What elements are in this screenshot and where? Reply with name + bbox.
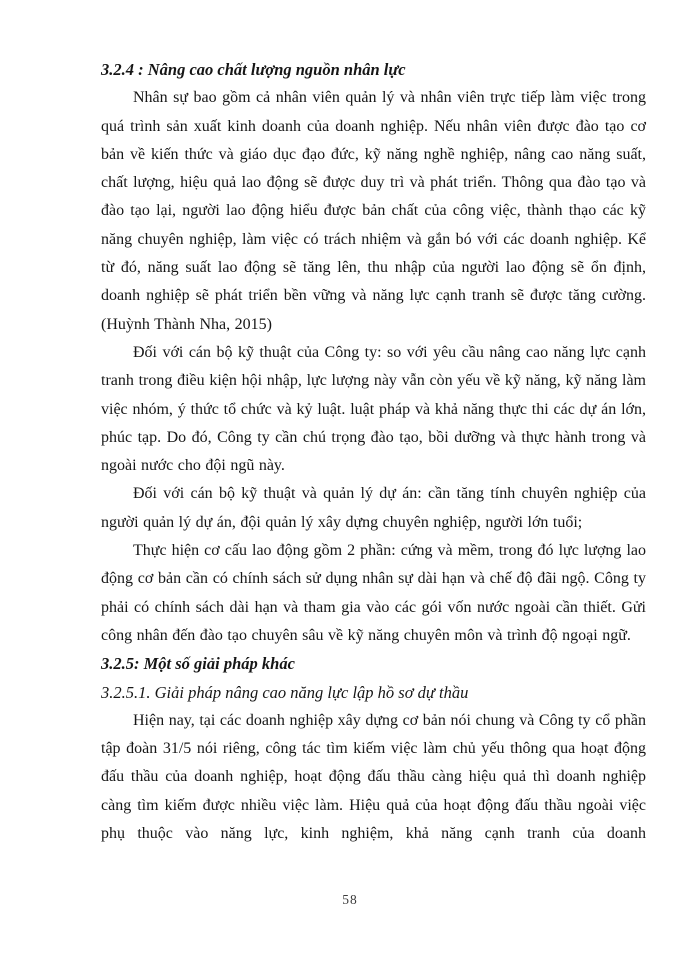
paragraph-project-managers: Đối với cán bộ kỹ thuật và quản lý dự án: cần tăng tính chuyên nghiệp của người quản lý dự án, đội quản lý xây dựng chuyên nghiệp, người lớn tuổi;	[101, 485, 646, 531]
paragraph-labor-structure: Thực hiện cơ cấu lao động gồm 2 phần: cứng và mềm, trong đó lực lượng lao động cơ bản cần có chính sách sử dụng nhân sự dài hạn và chế độ đãi ngộ. Công ty phải có chính sách dài hạn và tham gia vào các gói vốn nước ngoài cần thiết. Gửi công nhân đến đào tạo chuyên sâu về kỹ năng chuyên môn và trình độ ngoại ngữ.	[101, 542, 646, 644]
section-heading-3-2-4: 3.2.4 : Nâng cao chất lượng nguồn nhân lực	[101, 60, 406, 79]
section-heading-3-2-5: 3.2.5: Một số giải pháp khác	[101, 654, 295, 674]
subsection-heading-3-2-5-1: 3.2.5.1. Giải pháp nâng cao năng lực lập hồ sơ dự thầu	[101, 682, 469, 702]
paragraph-bidding-intro: Hiện nay, tại các doanh nghiệp xây dựng cơ bản nói chung và Công ty cổ phần tập đoàn 31/5 nói riêng, công tác tìm kiếm việc làm chủ yếu thông qua hoạt động đấu thầu của doanh nghiệp, hoạt động đấu thầu càng hiệu quả thì doanh nghiệp càng tìm kiếm được nhiều việc làm. Hiệu quả của hoạt động đấu thầu ngoài việc phụ thuộc vào năng lực, kinh nghiệm, khả năng cạnh tranh của doanh	[101, 711, 646, 843]
paragraph-technical-staff: Đối với cán bộ kỹ thuật của Công ty: so với yêu cầu nâng cao năng lực cạnh tranh trong điều kiện hội nhập, lực lượng này vẫn còn yếu về kỹ năng, kỹ năng làm việc nhóm, ý thức tổ chức và kỷ luật. luật pháp và khả năng thực thi các dự án lớn, phúc tạp. Do đó, Công ty cần chú trọng đào tạo, bồi dưỡng và thực hành trong và ngoài nước cho đội ngũ này.	[101, 343, 646, 475]
page-number: 58	[342, 892, 358, 907]
paragraph-human-resources: Nhân sự bao gồm cả nhân viên quản lý và nhân viên trực tiếp làm việc trong quá trình sản xuất kinh doanh của doanh nghiệp. Nếu nhân viên được đào tạo cơ bản về kiến thức và giáo dục đạo đức, kỹ năng nghề nghiệp, nâng cao năng suất, chất lượng, hiệu quả lao động sẽ được duy trì và phát triển. Thông qua đào tạo và đào tạo lại, người lao động hiểu được bản chất của công việc, thành thạo các kỹ năng chuyên nghiệp, làm việc có trách nhiệm và gắn bó với các doanh nghiệp. Kể từ đó, năng suất lao động sẽ tăng lên, thu nhập của người lao động sẽ ổn định, doanh nghiệp sẽ phát triển bền vững và năng lực cạnh tranh sẽ được tăng cường. (Huỳnh Thành Nha, 2015)	[101, 89, 646, 333]
page-content	[101, 56, 646, 848]
page-footer	[0, 891, 700, 909]
